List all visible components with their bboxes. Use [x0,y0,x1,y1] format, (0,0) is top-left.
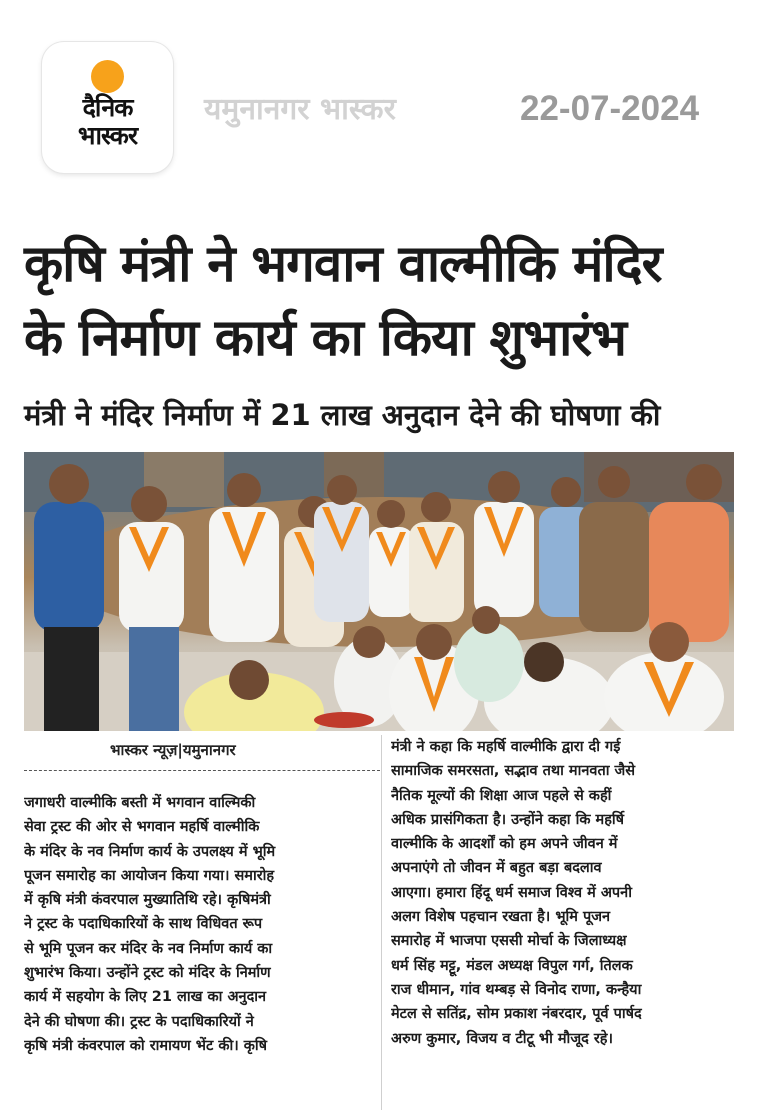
body-line: मंत्री ने कहा कि महर्षि वाल्मीकि द्वारा दी गई [391,739,621,755]
news-byline: भास्कर न्यूज़|यमुनानगर [110,741,236,759]
body-line: अधिक प्रासंगिकता है। उन्होंने कहा कि महर्षि [391,811,625,828]
logo-text-line-1: दैनिक [82,93,133,122]
body-line: कृषि मंत्री कंवरपाल को रामायण भेंट की। कृषि [24,1037,268,1054]
body-line: राज धीमान, गांव थम्बड़ से विनोद राणा, कन्हैया [391,981,642,998]
body-line: सेवा ट्रस्ट की ओर से भगवान महर्षि वाल्मीकि [24,819,260,836]
body-line: अलग विशेष पहचान रखता है। भूमि पूजन [391,909,611,926]
photo-illustration [24,452,734,731]
body-line: आएगा। हमारा हिंदू धर्म समाज विश्व में अपनी [391,884,632,901]
news-photo [24,452,734,731]
body-line: अपनाएंगे तो जीवन में बहुत बड़ा बदलाव [391,860,602,877]
body-line: देने की घोषणा की। ट्रस्ट के पदाधिकारियों ने [24,1013,254,1030]
body-line: पूजन समारोह का आयोजन किया गया। समारोह [24,867,275,884]
body-line: वाल्मीकि के आदर्शों को हम अपने जीवन में [391,836,618,853]
headline-line-2: के निर्माण कार्य का किया शुभारंभ [24,309,626,368]
body-line: समारोह में भाजपा एससी मोर्चा के जिलाध्यक्ष [391,933,627,950]
publication-date: 22-07-2024 [520,89,700,128]
column-divider [381,735,382,1110]
byline-divider [24,770,380,771]
subheadline: मंत्री ने मंदिर निर्माण में 21 लाख अनुदान देने की घोषणा की [24,398,661,432]
dainik-bhaskar-logo [42,42,173,173]
body-line: मेटल से सतिंद्र, सोम प्रकाश नंबरदार, पूर्व पार्षद [391,1006,642,1023]
body-line: जगाधरी वाल्मीकि बस्ती में भगवान वाल्मिकी [24,795,256,811]
headline [24,228,739,376]
body-line: के मंदिर के नव निर्माण कार्य के उपलक्ष्य में भूमि [24,843,276,860]
body-line: नैतिक मूल्यों की शिक्षा आज पहले से कहीं [391,787,612,804]
body-line: शुभारंभ किया। उन्होंने ट्रस्ट को मंदिर के निर्माण [24,965,271,982]
article-body-left-column [24,791,368,1058]
headline-line-1: कृषि मंत्री ने भगवान वाल्मीकि मंदिर [24,235,662,294]
article-body-right-column [391,735,734,1051]
body-line: ने ट्रस्ट के पदाधिकारियों के साथ विधिवत रूप [24,916,263,933]
logo-text-line-2: भास्कर [77,121,138,150]
sun-logo-icon [91,60,124,93]
edition-name: यमुनानगर भास्कर [204,92,396,127]
body-line: धर्म सिंह मट्टू, मंडल अध्यक्ष विपुल गर्ग, तिलक [391,957,633,974]
body-line: में कृषि मंत्री कंवरपाल मुख्यातिथि रहे। कृषिमंत्री [24,892,271,909]
body-line: अरुण कुमार, विजय व टीटू भी मौजूद रहे। [391,1030,613,1047]
body-line: से भूमि पूजन कर मंदिर के नव निर्माण कार्य का [24,940,273,957]
body-line: कार्य में सहयोग के लिए 21 लाख का अनुदान [24,989,267,1006]
body-line: सामाजिक समरसता, सद्भाव तथा मानवता जैसे [391,763,636,780]
